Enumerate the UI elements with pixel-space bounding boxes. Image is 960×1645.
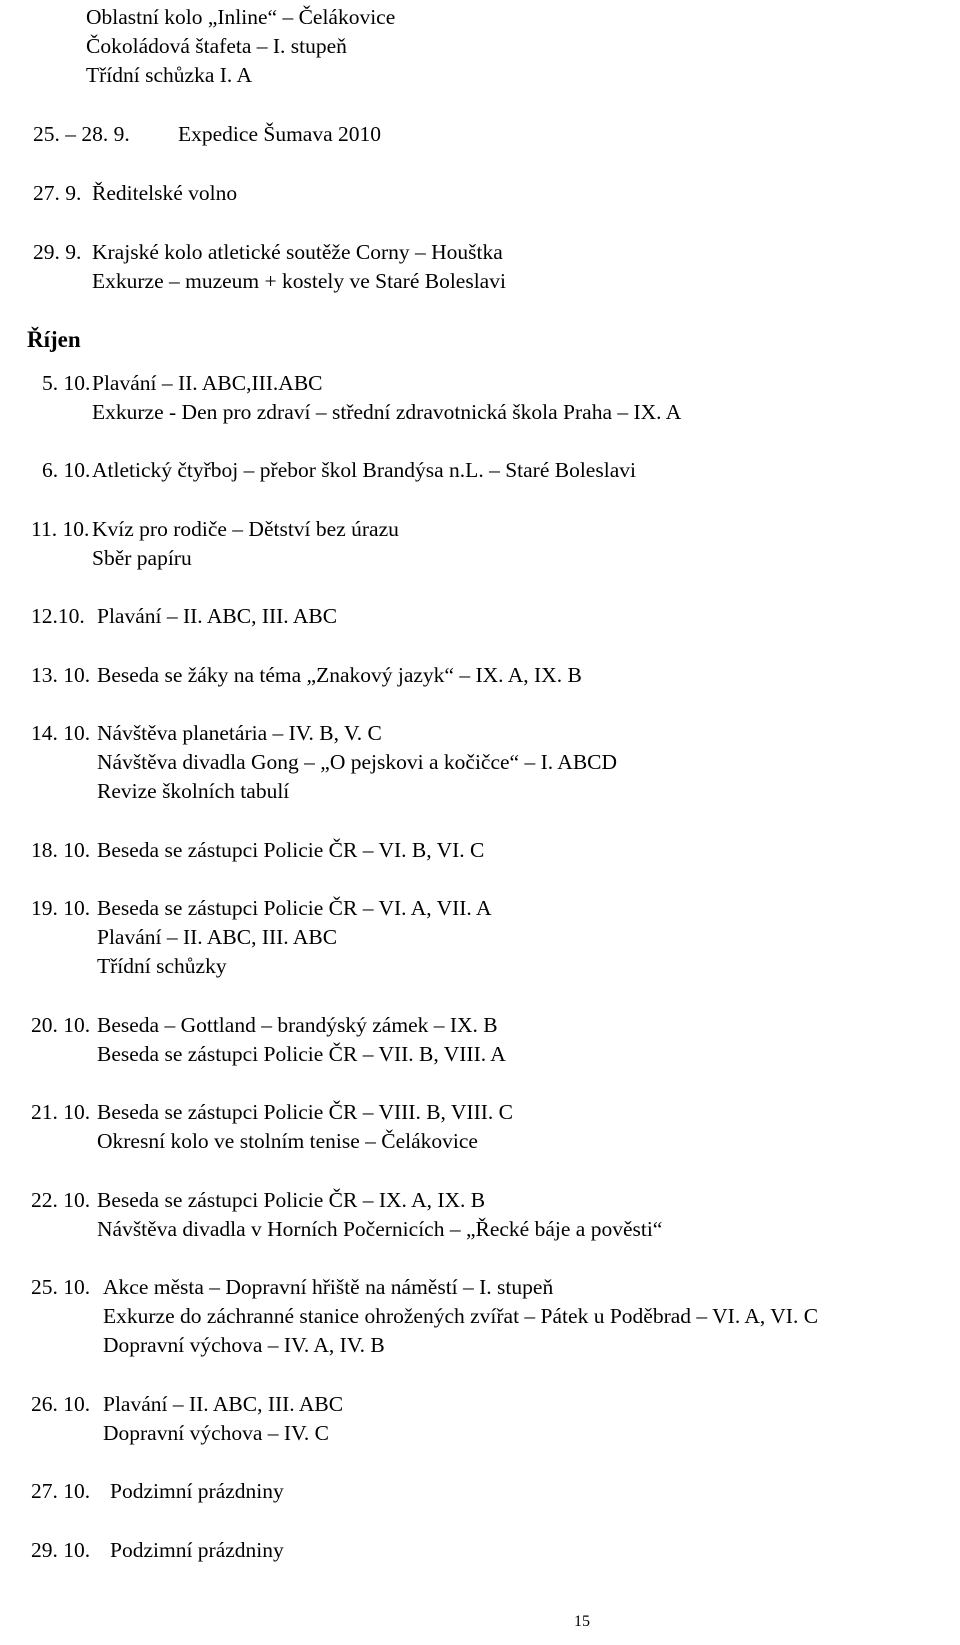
- event-date: 26. 10.: [31, 1392, 91, 1416]
- event-text: Atletický čtyřboj – přebor škol Brandýsa n.L. – Staré Boleslavi: [92, 458, 636, 482]
- event-text: Exkurze – muzeum + kostely ve Staré Boleslavi: [92, 269, 506, 293]
- event-date: 13. 10.: [31, 663, 91, 687]
- event-text: Dopravní výchova – IV. C: [103, 1421, 329, 1445]
- event-text: Podzimní prázdniny: [110, 1479, 284, 1503]
- month-heading: Říjen: [27, 327, 81, 352]
- event-text: Beseda se žáky na téma „Znakový jazyk“ – IX. A, IX. B: [97, 663, 582, 687]
- event-text: Plavání – II. ABC, III. ABC: [97, 604, 338, 628]
- event-text: Beseda se zástupci Policie ČR – IX. A, IX. B: [97, 1188, 486, 1212]
- event-date: 25. 10.: [31, 1275, 91, 1299]
- event-text: Krajské kolo atletické soutěže Corny – Houštka: [92, 240, 503, 264]
- event-date: 29. 9.: [33, 240, 82, 264]
- event-date: 27. 10.: [31, 1479, 91, 1503]
- event-date: 19. 10.: [31, 896, 91, 920]
- event-text: Plavání – II. ABC, III. ABC: [97, 925, 338, 949]
- event-text: Ředitelské volno: [92, 181, 238, 205]
- event-text: Čokoládová štafeta – I. stupeň: [86, 34, 347, 58]
- event-text: Revize školních tabulí: [97, 779, 290, 803]
- event-date: 22. 10.: [31, 1188, 91, 1212]
- event-date: 12.10.: [31, 604, 85, 628]
- event-text: Beseda se zástupci Policie ČR – VII. B, VIII. A: [97, 1042, 506, 1066]
- event-date: 29. 10.: [31, 1538, 91, 1562]
- event-date: 6. 10.: [42, 458, 91, 482]
- event-text: Beseda se zástupci Policie ČR – VIII. B, VIII. C: [97, 1100, 513, 1124]
- event-text: Plavání – II. ABC, III. ABC: [103, 1392, 344, 1416]
- event-text: Exkurze - Den pro zdraví – střední zdravotnická škola Praha – IX. A: [92, 400, 682, 424]
- event-text: Expedice Šumava 2010: [178, 122, 382, 146]
- event-date: 25. – 28. 9.: [33, 122, 130, 146]
- event-text: Oblastní kolo „Inline“ – Čelákovice: [86, 5, 396, 29]
- event-text: Kvíz pro rodiče – Dětství bez úrazu: [92, 517, 399, 541]
- event-date: 27. 9.: [33, 181, 82, 205]
- event-date: 5. 10.: [42, 371, 91, 395]
- event-text: Plavání – II. ABC,III.ABC: [92, 371, 323, 395]
- event-date: 20. 10.: [31, 1013, 91, 1037]
- event-date: 18. 10.: [31, 838, 91, 862]
- event-text: Okresní kolo ve stolním tenise – Čelákovice: [97, 1129, 478, 1153]
- event-date: 11. 10.: [31, 517, 90, 541]
- event-text: Třídní schůzka I. A: [86, 63, 252, 87]
- event-date: 14. 10.: [31, 721, 91, 745]
- event-text: Beseda se zástupci Policie ČR – VI. B, VI. C: [97, 838, 485, 862]
- event-text: Exkurze do záchranné stanice ohrožených zvířat – Pátek u Poděbrad – VI. A, VI. C: [103, 1304, 819, 1328]
- event-text: Návštěva divadla v Horních Počernicích – „Řecké báje a pověsti“: [97, 1217, 663, 1241]
- event-text: Beseda – Gottland – brandýský zámek – IX. B: [97, 1013, 498, 1037]
- event-text: Návštěva planetária – IV. B, V. C: [97, 721, 382, 745]
- event-text: Sběr papíru: [92, 546, 192, 570]
- event-text: Návštěva divadla Gong – „O pejskovi a kočičce“ – I. ABCD: [97, 750, 618, 774]
- event-text: Třídní schůzky: [97, 954, 227, 978]
- page-number: 15: [574, 1613, 590, 1630]
- event-text: Beseda se zástupci Policie ČR – VI. A, VII. A: [97, 896, 492, 920]
- event-date: 21. 10.: [31, 1100, 91, 1124]
- event-text: Akce města – Dopravní hřiště na náměstí – I. stupeň: [103, 1275, 554, 1299]
- event-text: Dopravní výchova – IV. A, IV. B: [103, 1333, 385, 1357]
- event-text: Podzimní prázdniny: [110, 1538, 284, 1562]
